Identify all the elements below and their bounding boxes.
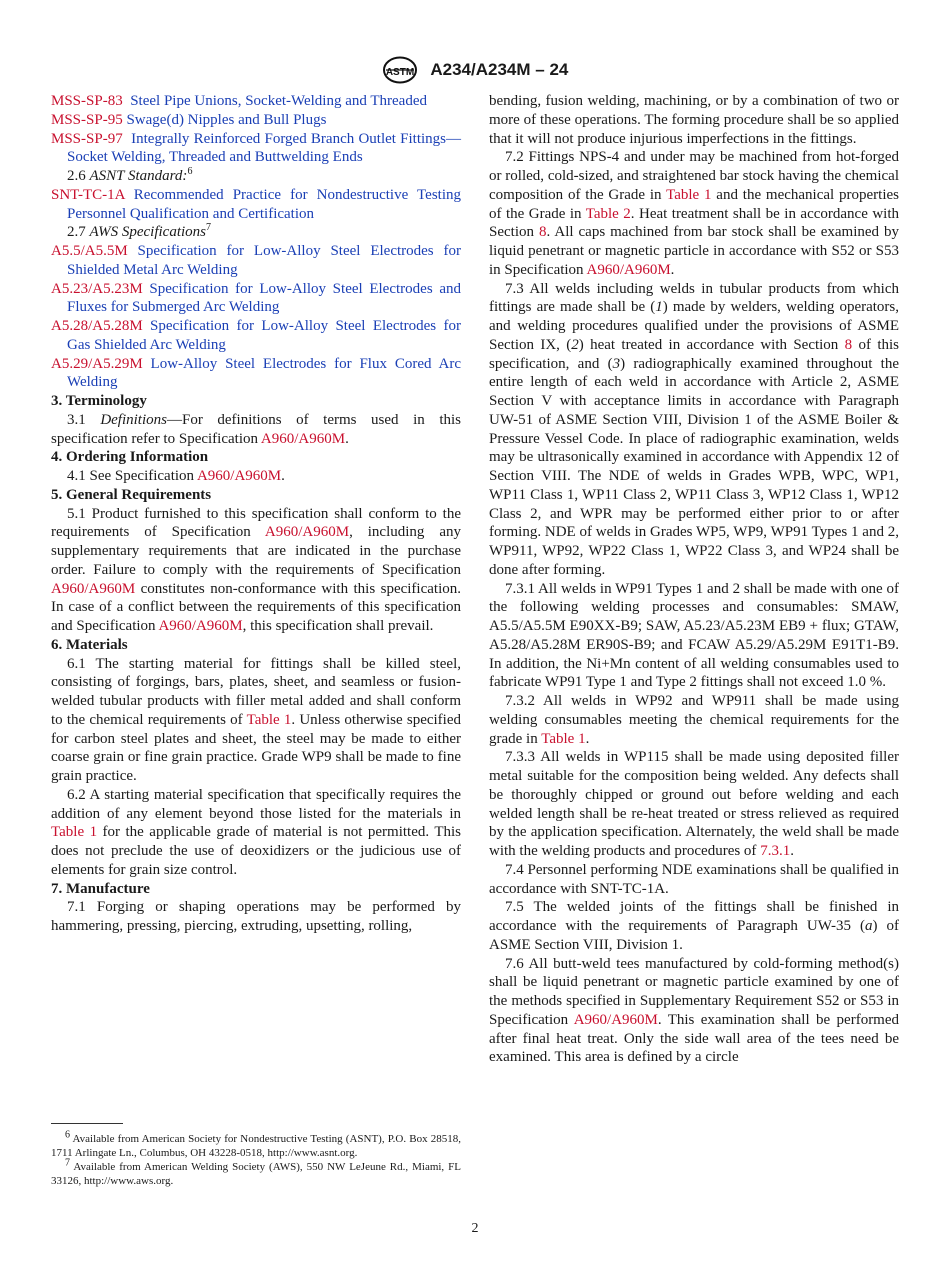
reference-item — [51, 280, 461, 318]
reference-title-link[interactable]: Recommended Practice for Nondestructive Testing Personnel Qualification and Certification — [67, 186, 461, 222]
spec-link[interactable]: A960/A960M — [260, 430, 346, 447]
left-column — [51, 92, 461, 936]
reference-title-link[interactable]: Integrally Reinforced Forged Branch Outlet Fittings—Socket Welding, Threaded and Buttwelding Ends — [67, 130, 461, 166]
reference-code-link[interactable]: A5.28/A5.28M — [51, 318, 143, 334]
spec-link[interactable]: A960/A960M — [586, 261, 671, 278]
paragraph-7-3-2: 7.3.2 All welds in WP92 and WP911 shall be made using welding consumables meeting the chemical requirements for the grade in Table 1. — [489, 693, 899, 747]
reference-title-link[interactable]: Specification for Low-Alloy Steel Electrodes and Fluxes for Submerged Arc Welding — [67, 280, 461, 316]
reference-title-link[interactable]: Specification for Low-Alloy Steel Electrodes for Gas Shielded Arc Welding — [67, 318, 461, 353]
footnote-divider — [51, 1123, 123, 1124]
right-column — [489, 92, 899, 1067]
reference-code-link[interactable]: A5.23/A5.23M — [51, 280, 143, 297]
reference-item — [51, 92, 461, 111]
reference-code-link[interactable]: A5.5/A5.5M — [51, 243, 128, 259]
reference-code-link[interactable]: MSS-SP-95 — [51, 111, 123, 128]
paragraph-6-2: 6.2 A starting material specification that specifically requires the addition of any element beyond those listed for the materials in Table 1 for the applicable grade of material is not permitted. This does not preclude the use of deoxidizers or the judicious use of elements for grain size control. — [51, 786, 461, 878]
footnotes — [51, 1129, 461, 1188]
paragraph-7-4: 7.4 Personnel performing NDE examinations shall be qualified in accordance with SNT-TC-1A. — [489, 861, 899, 897]
reference-title-link[interactable]: Steel Pipe Unions, Socket-Welding and Threaded — [130, 93, 427, 109]
reference-code-link[interactable]: A5.29/A5.29M — [51, 355, 143, 372]
subsection-heading: 2.7 AWS Specifications$^7$ — [67, 222, 211, 241]
reference-item — [51, 355, 461, 393]
section-8-link[interactable]: 8 — [538, 224, 547, 241]
reference-code-link[interactable]: MSS-SP-97 — [51, 130, 123, 147]
section-heading-terminology: 3. Terminology — [51, 393, 147, 409]
reference-item — [51, 242, 461, 280]
document-designation: A234/A234M – 24 — [430, 60, 569, 79]
spec-link[interactable]: A960/A960M — [573, 1011, 658, 1028]
paragraph-4-1: 4.1 See Specification A960/A960M. — [67, 468, 285, 484]
paragraph-7-1: 7.1 Forging or shaping operations may be performed by hammering, pressing, piercing, extruding, upsetting, rolling, — [51, 899, 461, 934]
footnote-ref[interactable]: 7 — [206, 222, 211, 234]
spec-link[interactable]: A960/A960M — [51, 580, 136, 597]
paragraph-6-1: 6.1 The starting material for fittings shall be killed steel, consisting of forgings, bars, plates, sheet, and seamless or fusion-welded tubular products with filler metal added and shall conform to the chemical requirements of Table 1. Unless otherwise specified for carbon steel plates and sheet, the steel may be made to either coarse grain or fine grain practice. Grade WP9 shall be made to fine grain practice. — [51, 655, 461, 784]
reference-item — [51, 111, 461, 130]
reference-item — [51, 130, 461, 168]
footnote: $^7$ Available from American Welding Society (AWS), 550 NW LeJeune Rd., Miami, FL 33126, http://www.aws.org. — [51, 1157, 461, 1187]
section-8-link[interactable]: 8 — [844, 336, 853, 353]
reference-title-link[interactable]: Swage(d) Nipples and Bull Plugs — [126, 111, 327, 128]
reference-title-link[interactable]: Low-Alloy Steel Electrodes for Flux Cored Arc Welding — [67, 355, 461, 391]
subsection-heading: 2.6 ASNT Standard:$^6$ — [67, 166, 193, 184]
spec-link[interactable]: A960/A960M — [158, 618, 243, 634]
section-heading-general: 5. General Requirements — [51, 486, 212, 503]
paragraph-7-2: 7.2 Fittings NPS-4 and under may be machined from hot-forged or rolled, cold-sized, and straightened bar stock having the chemical composition of the Grade in Table 1 and the mechanical properties of the Grade in Table 2. Heat treatment shall be in accordance with Section 8. All caps machined from bar stock shall be examined by liquid penetrant or magnetic particle in accordance with S52 or S53 in Specification A960/A960M. — [489, 149, 899, 278]
paragraph-7-3-3: 7.3.3 All welds in WP115 shall be made using deposited filler metal suitable for the composition being welded. Any defects shall be thoroughly chipped or ground out before welding and each welded length shall be re-heat treated or stress relieved as required by the application specification. Alternately, the weld shall be made with the welding products and procedures of 7.3.1. — [489, 749, 899, 859]
table-1-link[interactable]: Table 1 — [541, 730, 586, 747]
reference-code-link[interactable]: MSS-SP-83 — [51, 93, 123, 109]
paragraph-7-3-1: 7.3.1 All welds in WP91 Types 1 and 2 shall be made with one of the following welding processes and consumables: SMAW, A5.5/A5.5M E90XX-B9; SAW, A5.23/A5.23M EB9 + flux; GTAW, A5.28/A5.28M ER90S-B9; and FCAW A5.29/A5.29M E91T1-B9. In addition, the Ni+Mn content of all welding consumables used to fabricate WP91 Type 1 and Type 2 fittings shall not exceed 1.0 %. — [489, 580, 899, 691]
paragraph-7-1-continued: bending, fusion welding, machining, or by a combination of two or more of these operations. The forming procedure shall be so applied that it will not produce injurious imperfections in the fittings. — [489, 93, 899, 147]
section-heading-manufacture: 7. Manufacture — [51, 880, 150, 897]
paragraph-5-1: 5.1 Product furnished to this specification shall conform to the requirements of Specification A960/A960M, including any supplementary requirements that are indicated in the purchase order. Failure to comply with the requirements of Specification A960/A960M constitutes non-conformance with this specification. In case of a conflict between the requirements of this specification and Specification A960/A960M, this specification shall prevail. — [51, 505, 462, 634]
paragraph-7-3: 7.3 All welds including welds in tubular products from which fittings are made shall be (1) made by welders, welding operators, and welding procedures qualified under the provisions of ASME Section IX, (2) heat treated in accordance with Section 8 of this specification, and (3) radiographically examined throughout the entire length of each weld in accordance with Article 2, ASME Section V with acceptance limits in accordance with Paragraph UW-51 of ASME Section VIII, Division 1 of the ASME Boiler & Pressure Vessel Code. In place of radiographic examination, welds may be ultrasonically examined in accordance with Appendix 12 of Section VIII. The NDE of welds in Grades WPB, WPC, WP1, WP11 Class 1, WP11 Class 2, WP11 Class 3, WP12 Class 1, WP12 Class 2, and WPR may be performed either prior to or after forming. NDE of welds in Grades WP5, WP9, WP91 Types 1 and 2, WP911, WP92, WP22 Class 1, WP22 Class 3, and WP24 shall be done after forming. — [489, 280, 900, 578]
table-1-link[interactable]: Table 1 — [246, 711, 292, 728]
paragraph-7-3-1-link[interactable]: 7.3.1 — [760, 843, 791, 859]
spec-link[interactable]: A960/A960M — [264, 524, 350, 541]
paragraph-7-5: 7.5 The welded joints of the fittings shall be finished in accordance with the requirements of Paragraph UW-35 (a) of ASME Section VIII, Division 1. — [489, 899, 899, 953]
section-heading-materials: 6. Materials — [51, 636, 128, 653]
reference-item — [51, 186, 461, 224]
svg-text:ASTM: ASTM — [385, 67, 414, 78]
table-1-link[interactable]: Table 1 — [51, 824, 98, 841]
page-number: 2 — [471, 1221, 479, 1236]
spec-link[interactable]: A960/A960M — [196, 468, 282, 484]
reference-code-link[interactable]: SNT-TC-1A — [51, 186, 125, 203]
reference-item — [51, 317, 461, 355]
footnote-ref[interactable]: 6 — [187, 166, 193, 177]
table-2-link[interactable]: Table 2 — [585, 205, 631, 222]
paragraph-3-1: 3.1 Definitions—For definitions of terms used in this specification refer to Specification A960/A960M. — [51, 411, 461, 447]
paragraph-7-6: 7.6 All butt-weld tees manufactured by cold-forming method(s) shall be liquid penetrant or magnetic particle examined by one of the methods specified in Supplementary Requirement S52 or S53 in Specification A960/A960M. This examination shall be performed after final heat treat. Only the side wall area of the tees need be examined. This area is defined by a circle — [489, 955, 900, 1066]
section-heading-ordering: 4. Ordering Information — [51, 449, 209, 466]
page-header — [0, 56, 950, 84]
reference-title-link[interactable]: Specification for Low-Alloy Steel Electrodes for Shielded Metal Arc Welding — [67, 243, 461, 278]
footnote: $^6$ Available from American Society for Nondestructive Testing (ASNT), P.O. Box 28518, 1711 Arlingate Ln., Columbus, OH 43228-0518, http://www.asnt.org. — [51, 1129, 461, 1159]
table-1-link[interactable]: Table 1 — [666, 186, 712, 203]
astm-logo-icon — [382, 56, 418, 84]
